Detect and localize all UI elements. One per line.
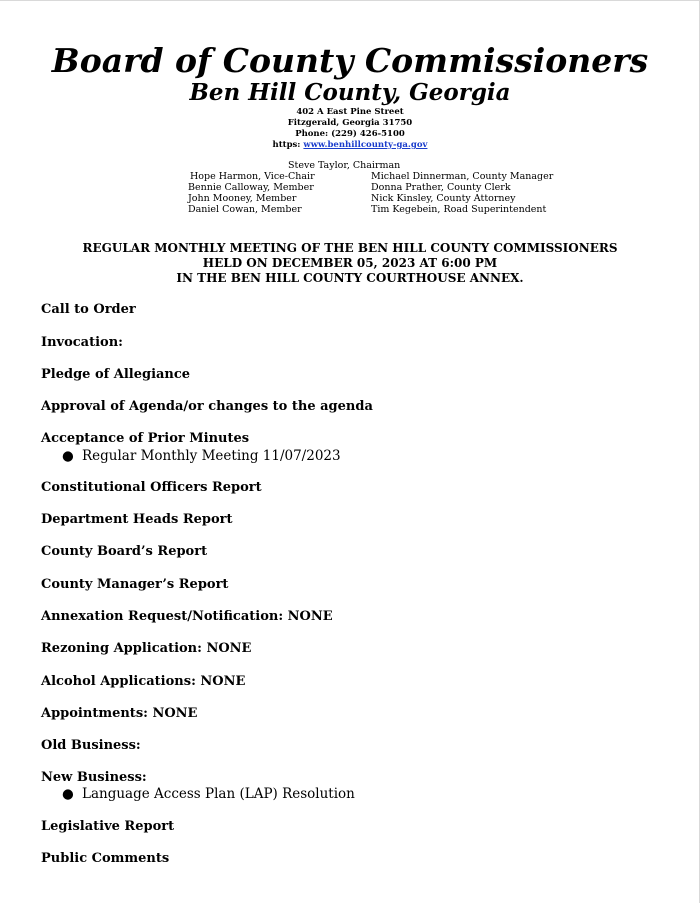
agenda-item: Public Comments bbox=[41, 851, 170, 866]
website-link[interactable]: www.benhillcounty-ga.gov bbox=[303, 140, 428, 150]
official-left: Daniel Cowan, Member bbox=[188, 204, 302, 215]
website-label: https: bbox=[272, 140, 301, 150]
agenda-item: New Business: bbox=[41, 770, 147, 785]
agenda-item: Annexation Request/Notification: NONE bbox=[41, 609, 333, 624]
agenda-item: Invocation: bbox=[41, 335, 123, 350]
agenda-item: Pledge of Allegiance bbox=[41, 367, 191, 382]
official-right: Tim Kegebein, Road Superintendent bbox=[371, 204, 547, 215]
agenda-item: County Board’s Report bbox=[41, 544, 208, 559]
agenda-subitem bbox=[62, 448, 341, 464]
official-left: Hope Harmon, Vice-Chair bbox=[190, 171, 315, 182]
document-title: Board of County Commissioners bbox=[51, 41, 649, 80]
agenda-item: Call to Order bbox=[41, 302, 136, 317]
bullet-icon: ● bbox=[62, 786, 74, 802]
agenda-item: Acceptance of Prior Minutes bbox=[41, 431, 250, 446]
phone-number: Phone: (229) 426-5100 bbox=[295, 129, 405, 139]
chairman: Steve Taylor, Chairman bbox=[288, 160, 401, 171]
agenda-subitem-text: Regular Monthly Meeting 11/07/2023 bbox=[82, 448, 341, 464]
official-right: Donna Prather, County Clerk bbox=[371, 182, 511, 193]
official-right: Nick Kinsley, County Attorney bbox=[371, 193, 516, 204]
agenda-item: Constitutional Officers Report bbox=[41, 480, 262, 495]
agenda-item: Legislative Report bbox=[41, 819, 175, 834]
address-street: 402 A East Pine Street bbox=[296, 107, 404, 117]
agenda-subitem bbox=[62, 786, 355, 802]
agenda-subitem-text: Language Access Plan (LAP) Resolution bbox=[82, 786, 355, 802]
meeting-heading-line2: HELD ON DECEMBER 05, 2023 AT 6:00 PM bbox=[202, 256, 498, 270]
document-subtitle: Ben Hill County, Georgia bbox=[189, 79, 511, 106]
address-city: Fitzgerald, Georgia 31750 bbox=[287, 118, 413, 128]
agenda-item: Rezoning Application: NONE bbox=[41, 641, 252, 656]
agenda-item: Department Heads Report bbox=[41, 512, 233, 527]
bullet-icon: ● bbox=[62, 448, 74, 464]
website-line bbox=[0, 140, 700, 151]
agenda-item: County Manager’s Report bbox=[41, 577, 229, 592]
page-border-top bbox=[0, 0, 700, 1]
agenda-item: Alcohol Applications: NONE bbox=[41, 674, 246, 689]
official-left: Bennie Calloway, Member bbox=[188, 182, 314, 193]
official-right: Michael Dinnerman, County Manager bbox=[371, 171, 554, 182]
agenda-item: Old Business: bbox=[41, 738, 141, 753]
agenda-item: Approval of Agenda/or changes to the agenda bbox=[41, 399, 373, 414]
official-left: John Mooney, Member bbox=[188, 193, 297, 204]
meeting-heading-line3: IN THE BEN HILL COUNTY COURTHOUSE ANNEX. bbox=[176, 271, 524, 285]
agenda-item: Appointments: NONE bbox=[41, 706, 198, 721]
meeting-heading-line1: REGULAR MONTHLY MEETING OF THE BEN HILL COUNTY COMMISSIONERS bbox=[82, 241, 618, 255]
